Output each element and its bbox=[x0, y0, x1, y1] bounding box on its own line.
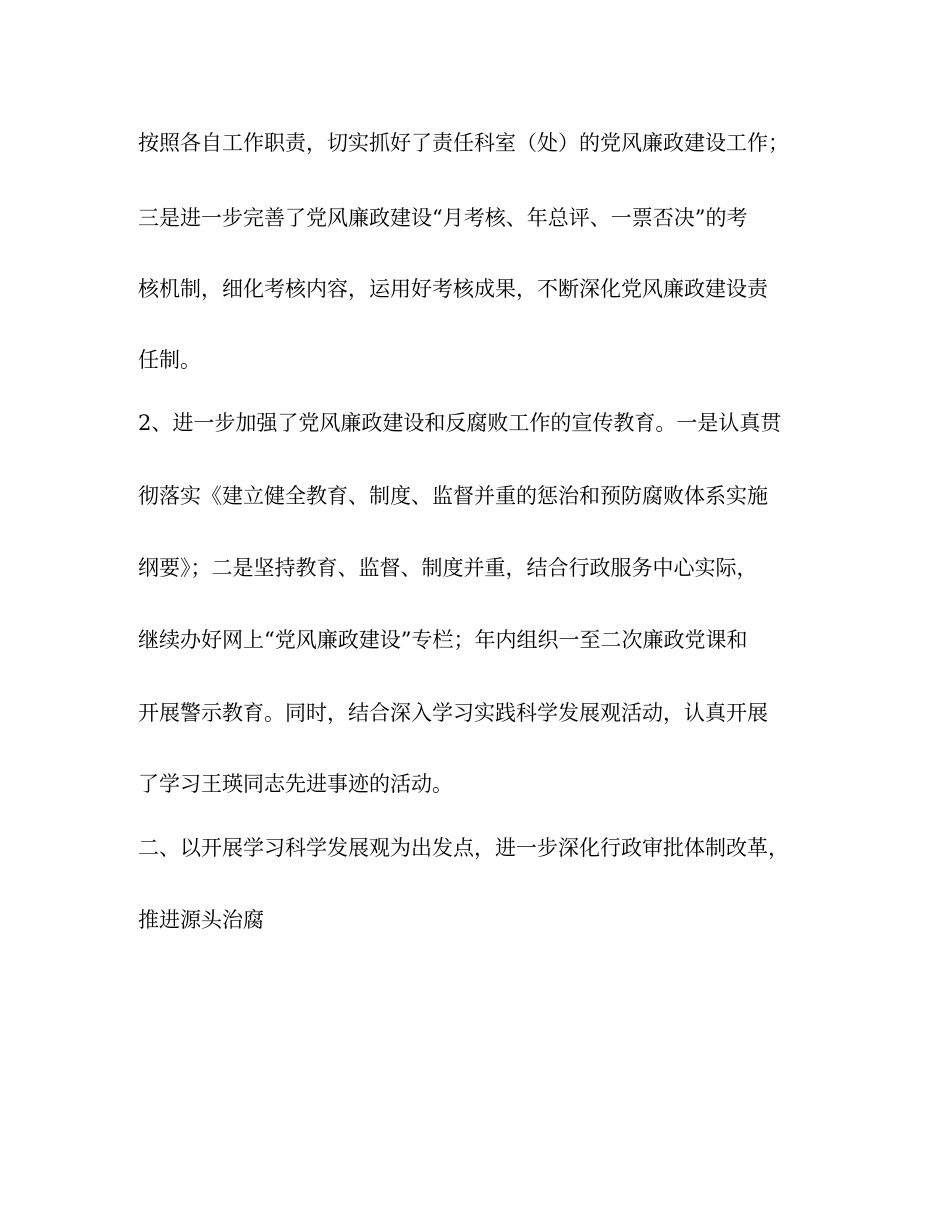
paragraph-line: 任制。 bbox=[138, 348, 201, 372]
paragraph-line: 核机制，细化考核内容，运用好考核成果，不断深化党风廉政建设责 bbox=[138, 277, 768, 301]
paragraph-line: 开展警示教育。同时，结合深入学习实践科学发展观活动，认真开展 bbox=[138, 701, 768, 725]
paragraph-line: 2、进一步加强了党风廉政建设和反腐败工作的宣传教育。一是认真贯 bbox=[138, 411, 782, 435]
paragraph-line: 了学习王瑛同志先进事迹的活动。 bbox=[138, 772, 453, 796]
paragraph-line: 纲要》；二是坚持教育、监督、制度并重，结合行政服务中心实际， bbox=[138, 556, 758, 580]
paragraph-line: 继续办好网上“党风廉政建设”专栏；年内组织一至二次廉政党课和 bbox=[138, 628, 748, 652]
paragraph-line: 按照各自工作职责，切实抓好了责任科室（处）的党风廉政建设工作； bbox=[138, 131, 789, 155]
paragraph-line: 二、以开展学习科学发展观为出发点，进一步深化行政审批体制改革， bbox=[138, 836, 789, 860]
paragraph-line: 推进源头治腐 bbox=[138, 908, 264, 932]
paragraph-line: 彻落实《建立健全教育、制度、监督并重的惩治和预防腐败体系实施 bbox=[138, 484, 768, 508]
paragraph-line: 三是进一步完善了党风廉政建设“月考核、年总评、一票否决”的考 bbox=[138, 206, 748, 230]
